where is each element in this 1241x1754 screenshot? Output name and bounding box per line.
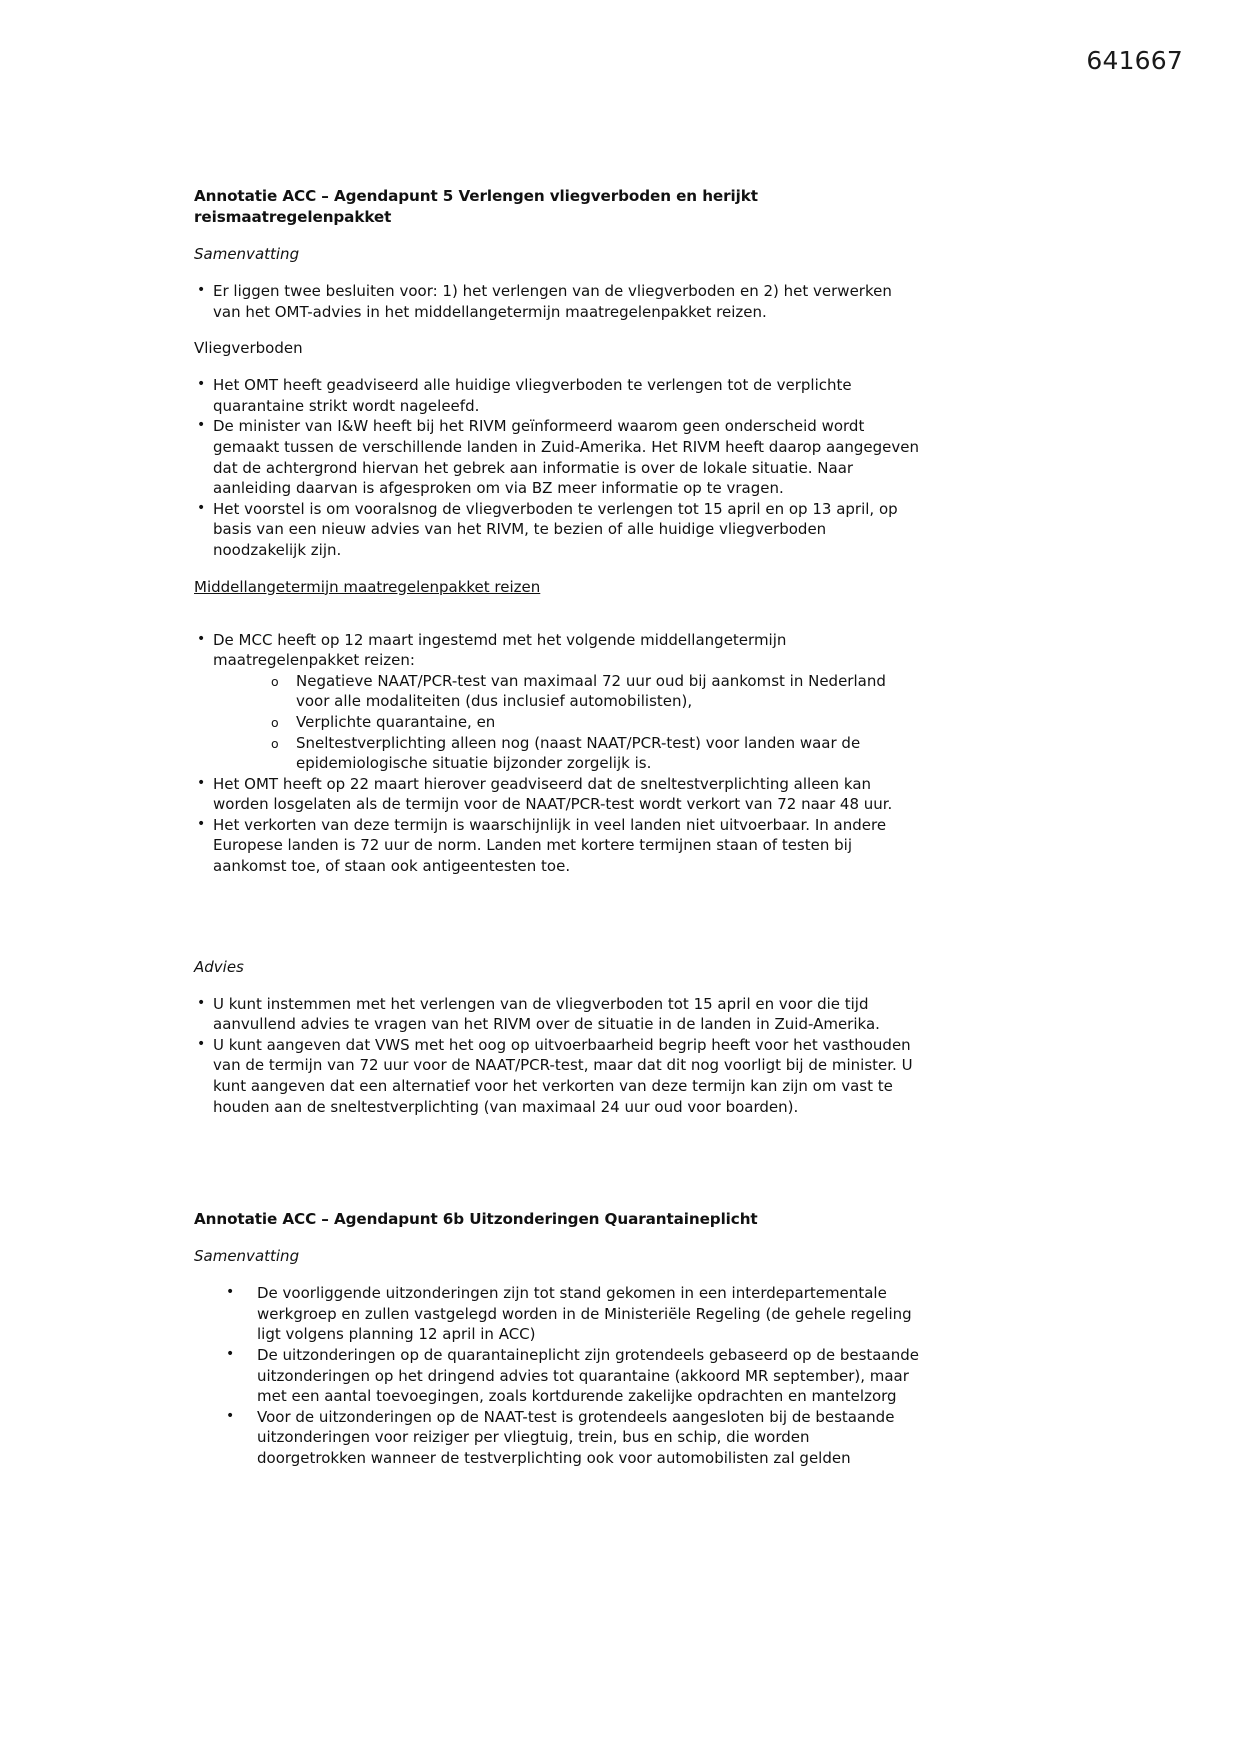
sub-list-item-text: Negatieve NAAT/PCR-test van maximaal 72 uur oud bij aankomst in Nederland voor alle modaliteiten (dus inclusief automobilisten), [296, 671, 886, 711]
list-item-text: • De minister van I&W heeft bij het RIVM geïnformeerd waarom geen onderscheid wordt gemaakt tussen de verschillende landen in Zuid-Amerika. Het RIVM heeft daarop aangegeven dat de achtergrond hiervan het gebrek aan informatie is over de lokale situatie. Naar aanleiding daarvan is afgesproken om via BZ meer informatie op te vragen. [213, 417, 920, 498]
list-item-text: De voorliggende uitzonderingen zijn tot stand gekomen in een interdepartementale werkgroep en zullen vastgelegd worden in de Ministeriële Regeling (de gehele regeling ligt volgens planning 12 april in ACC) [257, 1284, 912, 1344]
section-1-mlt-label: Middellangetermijn maatregelenpakket reizen [194, 577, 541, 596]
list-item-text: • Er liggen twee besluiten voor: 1) het verlengen van de vliegverboden en 2) het verwerken van het OMT-advies in het middellangetermijn maatregelenpakket reizen. [213, 282, 892, 321]
sub-list-item-text: Verplichte quarantaine, en [296, 712, 496, 731]
section-1-vliegverboden-label: Vliegverboden [194, 339, 303, 358]
section-1-advies-label: Advies [194, 957, 244, 976]
section-1-mlt-list [194, 630, 922, 877]
list-item-text: De uitzonderingen op de quarantaineplicht zijn grotendeels gebaseerd op de bestaande uitzonderingen op het dringend advies tot quarantaine (akkoord MR september), maar met een aantal toevoegingen, zoals kortdurende zakelijke opdrachten en mantelzorg [257, 1346, 919, 1406]
section-1-mcc-sublist [213, 671, 922, 774]
list-item [194, 499, 922, 561]
list-item-text: • Het voorstel is om vooralsnog de vliegverboden te verlengen tot 15 april en op 13 april, op basis van een nieuw advies van het RIVM, te bezien of alle huidige vliegverboden noodzakelijk zijn. [213, 499, 898, 559]
sub-list-item-text: Sneltestverplichting alleen nog (naast NAAT/PCR-test) voor landen waar de epidemiologische situatie bijzonder zorgelijk is. [296, 733, 861, 773]
sub-list-item [213, 733, 922, 774]
list-item-text: • U kunt instemmen met het verlengen van de vliegverboden tot 15 april en voor die tijd aanvullend advies te vragen van het RIVM over de situatie in de landen in Zuid-Amerika. [213, 994, 880, 1034]
list-item-text: Voor de uitzonderingen op de NAAT-test is grotendeels aangesloten bij de bestaande uitzonderingen voor reiziger per vliegtuig, trein, bus en schip, die worden doorgetrokken wanneer de testverplichting ook voor automobilisten zal gelden [257, 1407, 895, 1467]
section-1-advies-list [194, 994, 922, 1118]
list-item [194, 375, 922, 416]
section-2-heading: Annotatie ACC – Agendapunt 6b Uitzonderingen Quarantaineplicht [194, 1210, 758, 1229]
list-item-text: • Het OMT heeft geadviseerd alle huidige vliegverboden te verlengen tot de verplichte quarantaine strikt wordt nageleefd. [213, 376, 852, 415]
list-item-text: • Het OMT heeft op 22 maart hierover geadviseerd dat de sneltestverplichting alleen kan worden losgelaten als de termijn voor de NAAT/PCR-test wordt verkort van 72 naar 48 uur. [213, 774, 893, 814]
list-item [194, 1035, 922, 1117]
section-1-mlt-label-wrap [194, 577, 922, 614]
section-1-samenvatting-list [194, 281, 922, 322]
spacer [194, 893, 922, 957]
section-1-samenvatting-label: Samenvatting [194, 245, 300, 263]
section-1-heading: Annotatie ACC – Agendapunt 5 Verlengen vliegverboden en herijkt reismaatregelenpakket [194, 187, 758, 226]
list-item-text: • Het verkorten van deze termijn is waarschijnlijk in veel landen niet uitvoerbaar. In andere Europese landen is 72 uur de norm. Landen met kortere termijnen staan of testen bij aankomst toe, of staan ook antigeentesten toe. [213, 815, 887, 876]
sub-list-item [213, 712, 922, 733]
spacer [194, 1133, 922, 1209]
list-item [194, 416, 922, 498]
list-item [194, 1407, 922, 1469]
list-item [194, 1345, 922, 1407]
list-item-text: • De MCC heeft op 12 maart ingestemd met het volgende middellangetermijn maatregelenpakket reizen: [213, 630, 787, 670]
document-content [194, 186, 922, 1469]
list-item [194, 1283, 922, 1345]
list-item [194, 630, 922, 774]
page-number: 641667 [1086, 46, 1183, 75]
section-1-vliegverboden-list [194, 375, 922, 560]
list-item [194, 281, 922, 322]
list-item [194, 994, 922, 1035]
list-item-text: • U kunt aangeven dat VWS met het oog op uitvoerbaarheid begrip heeft voor het vasthouden van de termijn van 72 uur voor de NAAT/PCR-test, maar dat dit nog voorligt bij de minister. U kunt aangeven dat een alternatief voor het verkorten van deze termijn kan zijn om vast te houden aan de sneltestverplichting (van maximaal 24 uur oud voor boarden). [213, 1035, 913, 1116]
sub-list-item [213, 671, 922, 712]
section-2-samenvatting-label: Samenvatting [194, 1247, 300, 1266]
section-2-list [194, 1283, 922, 1468]
list-item [194, 774, 922, 815]
list-item [194, 815, 922, 877]
